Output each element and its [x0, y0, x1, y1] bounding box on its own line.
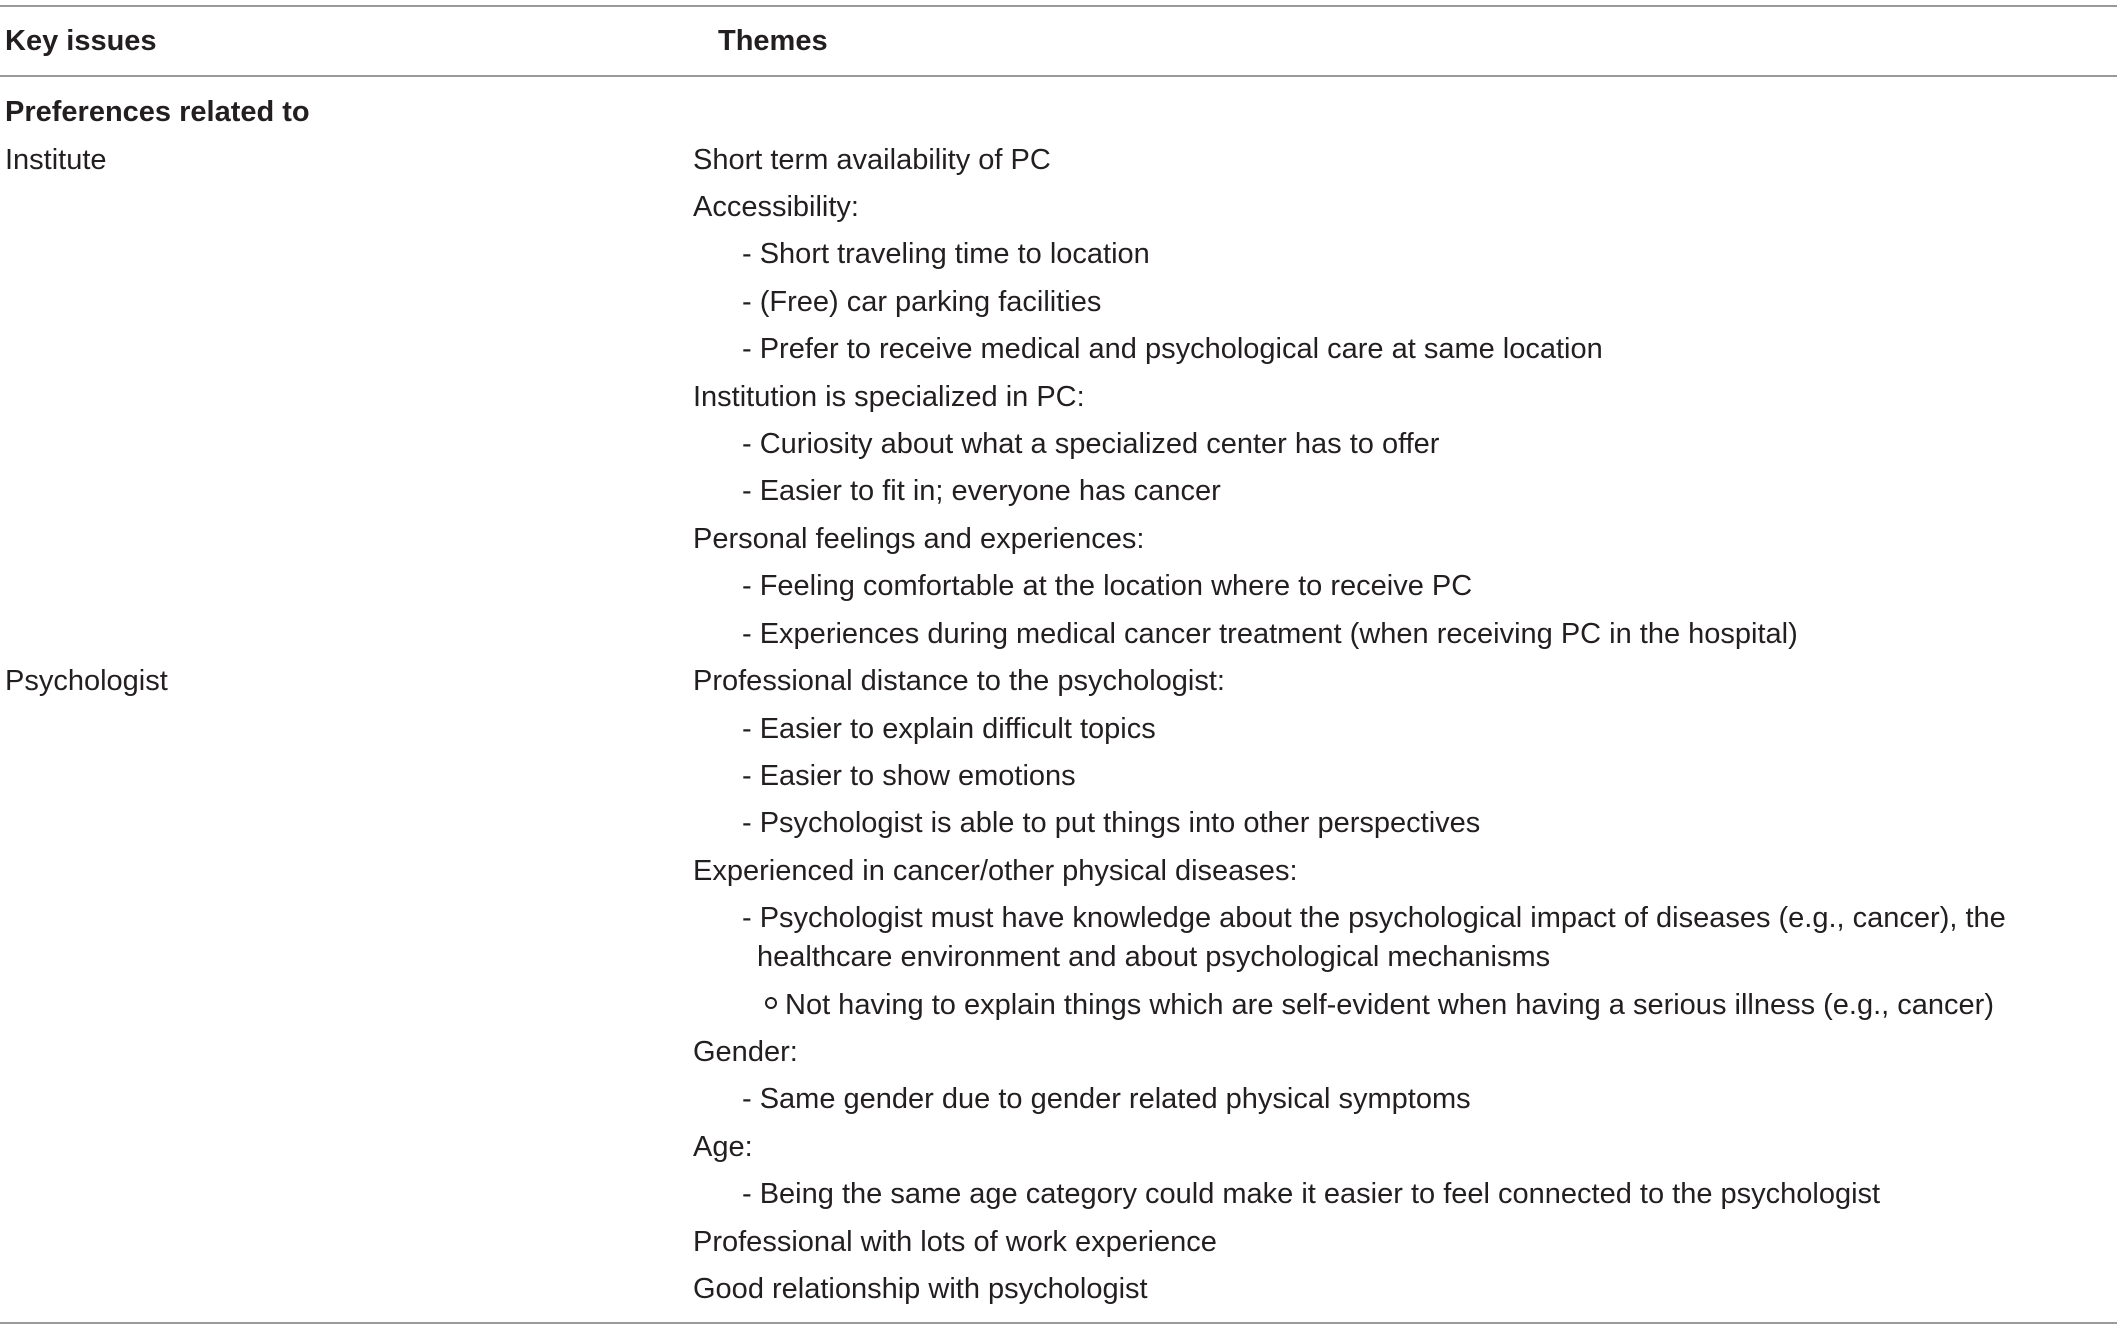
theme-subline: - Psychologist is able to put things into other perspectives	[742, 807, 1481, 839]
column-header-themes: Themes	[718, 25, 828, 57]
theme-subline: - (Free) car parking facilities	[742, 286, 1102, 318]
theme-subline: - Psychologist must have knowledge about the psychological impact of diseases (e.g., cancer), the	[742, 902, 2006, 934]
theme-subline: - Easier to explain difficult topics	[742, 713, 1156, 745]
theme-line: Experienced in cancer/other physical diseases:	[693, 855, 1298, 887]
theme-subline-continuation: healthcare environment and about psychological mechanisms	[757, 941, 1551, 973]
section-title: Preferences related to	[5, 96, 310, 128]
theme-subline: - Prefer to receive medical and psychological care at same location	[742, 333, 1603, 365]
key-issue-psychologist: Psychologist	[5, 665, 168, 697]
column-header-key-issues: Key issues	[5, 25, 157, 57]
table-header-rule	[0, 75, 2117, 77]
table-bottom-rule	[0, 1322, 2117, 1324]
theme-line: Professional distance to the psychologist:	[693, 665, 1225, 697]
theme-subline: - Easier to fit in; everyone has cancer	[742, 475, 1221, 507]
theme-subline: - Experiences during medical cancer treatment (when receiving PC in the hospital)	[742, 618, 1798, 650]
theme-line: Good relationship with psychologist	[693, 1273, 1148, 1305]
theme-line: Accessibility:	[693, 191, 859, 223]
theme-subsubline-text: Not having to explain things which are self-evident when having a serious illness (e.g., cancer)	[785, 989, 1994, 1021]
theme-subline: - Curiosity about what a specialized center has to offer	[742, 428, 1440, 460]
key-issue-institute: Institute	[5, 144, 107, 176]
theme-line: Short term availability of PC	[693, 144, 1051, 176]
theme-subsubline	[765, 987, 1994, 1023]
theme-line: Personal feelings and experiences:	[693, 523, 1145, 555]
table-top-rule	[0, 5, 2117, 7]
hollow-bullet-icon	[765, 997, 777, 1009]
theme-subline: - Easier to show emotions	[742, 760, 1076, 792]
theme-line: Professional with lots of work experience	[693, 1226, 1217, 1258]
theme-line: Age:	[693, 1131, 753, 1163]
theme-line: Gender:	[693, 1036, 798, 1068]
theme-subline: - Short traveling time to location	[742, 238, 1150, 270]
theme-subline: - Being the same age category could make it easier to feel connected to the psychologist	[742, 1178, 1881, 1210]
theme-line: Institution is specialized in PC:	[693, 381, 1085, 413]
theme-subline: - Feeling comfortable at the location where to receive PC	[742, 570, 1473, 602]
theme-subline: - Same gender due to gender related physical symptoms	[742, 1083, 1471, 1115]
